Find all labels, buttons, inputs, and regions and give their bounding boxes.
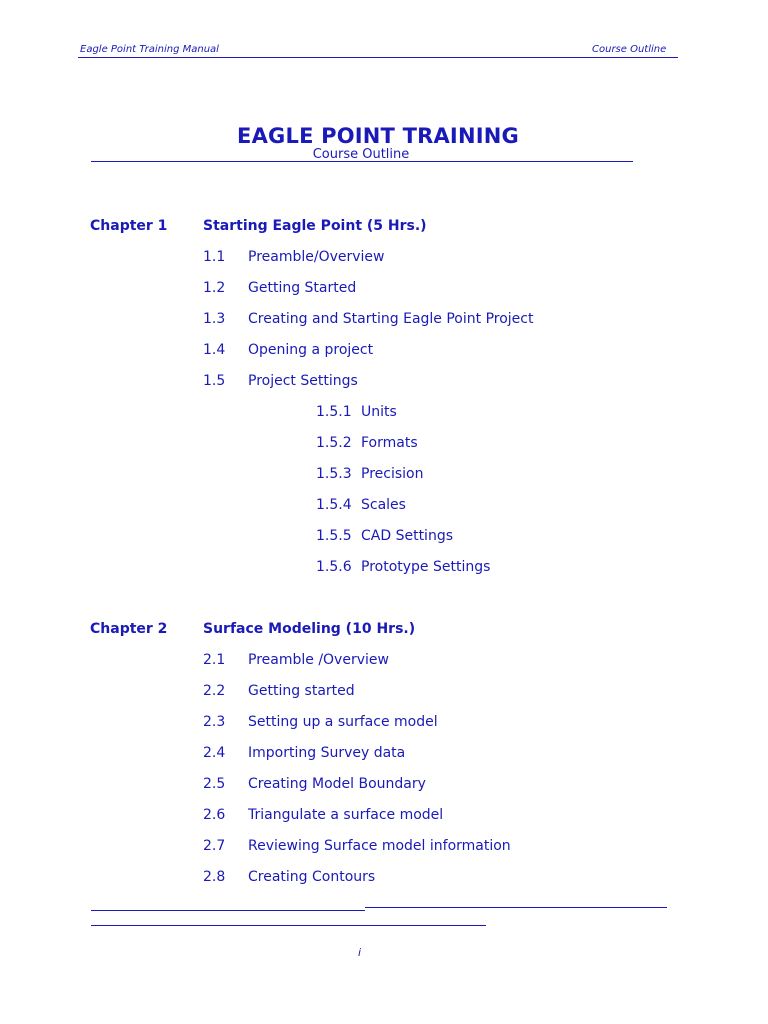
section-title: Setting up a surface model [248, 714, 438, 730]
section-number: 1.5 [203, 373, 226, 389]
section-number: 2.4 [203, 745, 226, 761]
chapter-title: Surface Modeling (10 Hrs.) [203, 621, 416, 637]
section-number: 2.8 [203, 869, 226, 885]
footer-rule-lower [91, 925, 486, 926]
subsection-title: Units [361, 404, 397, 420]
section-title: Creating Model Boundary [248, 776, 426, 792]
section-number: 2.1 [203, 652, 226, 668]
section-title: Creating and Starting Eagle Point Project [248, 311, 534, 327]
section-title: Preamble /Overview [248, 652, 389, 668]
section-title: Reviewing Surface model information [248, 838, 511, 854]
subsection-title: Precision [361, 466, 424, 482]
section-number: 1.1 [203, 249, 226, 265]
section-title: Importing Survey data [248, 745, 406, 761]
subsection-number: 1.5.2 [316, 435, 352, 451]
header-rule [78, 57, 678, 58]
section-number: 2.6 [203, 807, 226, 823]
section-title: Getting Started [248, 280, 357, 296]
subsection-number: 1.5.3 [316, 466, 352, 482]
section-number: 2.2 [203, 683, 226, 699]
section-title: Opening a project [248, 342, 374, 358]
section-number: 2.5 [203, 776, 226, 792]
section-number: 1.2 [203, 280, 226, 296]
subsection-title: Formats [361, 435, 418, 451]
section-title: Preamble/Overview [248, 249, 385, 265]
section-title: Getting started [248, 683, 355, 699]
section-title: Triangulate a surface model [248, 807, 444, 823]
section-title: Project Settings [248, 373, 358, 389]
section-number: 1.3 [203, 311, 226, 327]
section-number: 2.3 [203, 714, 226, 730]
running-header-section: Course Outline [592, 44, 667, 55]
subsection-number: 1.5.4 [316, 497, 352, 513]
title-underline [91, 161, 633, 162]
section-number: 1.4 [203, 342, 226, 358]
subsection-title: Prototype Settings [361, 559, 491, 575]
subsection-number: 1.5.1 [316, 404, 352, 420]
running-header-title: Eagle Point Training Manual [80, 44, 219, 55]
chapter-label: Chapter 1 [90, 218, 168, 234]
chapter-title: Starting Eagle Point (5 Hrs.) [203, 218, 427, 234]
section-title: Creating Contours [248, 869, 376, 885]
subsection-number: 1.5.5 [316, 528, 352, 544]
subsection-title: Scales [361, 497, 406, 513]
section-number: 2.7 [203, 838, 226, 854]
footer-rule-right [365, 907, 667, 908]
footer-rule-left [91, 910, 365, 911]
chapter-label: Chapter 2 [90, 621, 168, 637]
subsection-title: CAD Settings [361, 528, 454, 544]
page-subtitle: Course Outline [312, 147, 410, 162]
page-number: i [358, 946, 362, 959]
page-title: EAGLE POINT TRAINING [237, 124, 519, 148]
subsection-number: 1.5.6 [316, 559, 352, 575]
